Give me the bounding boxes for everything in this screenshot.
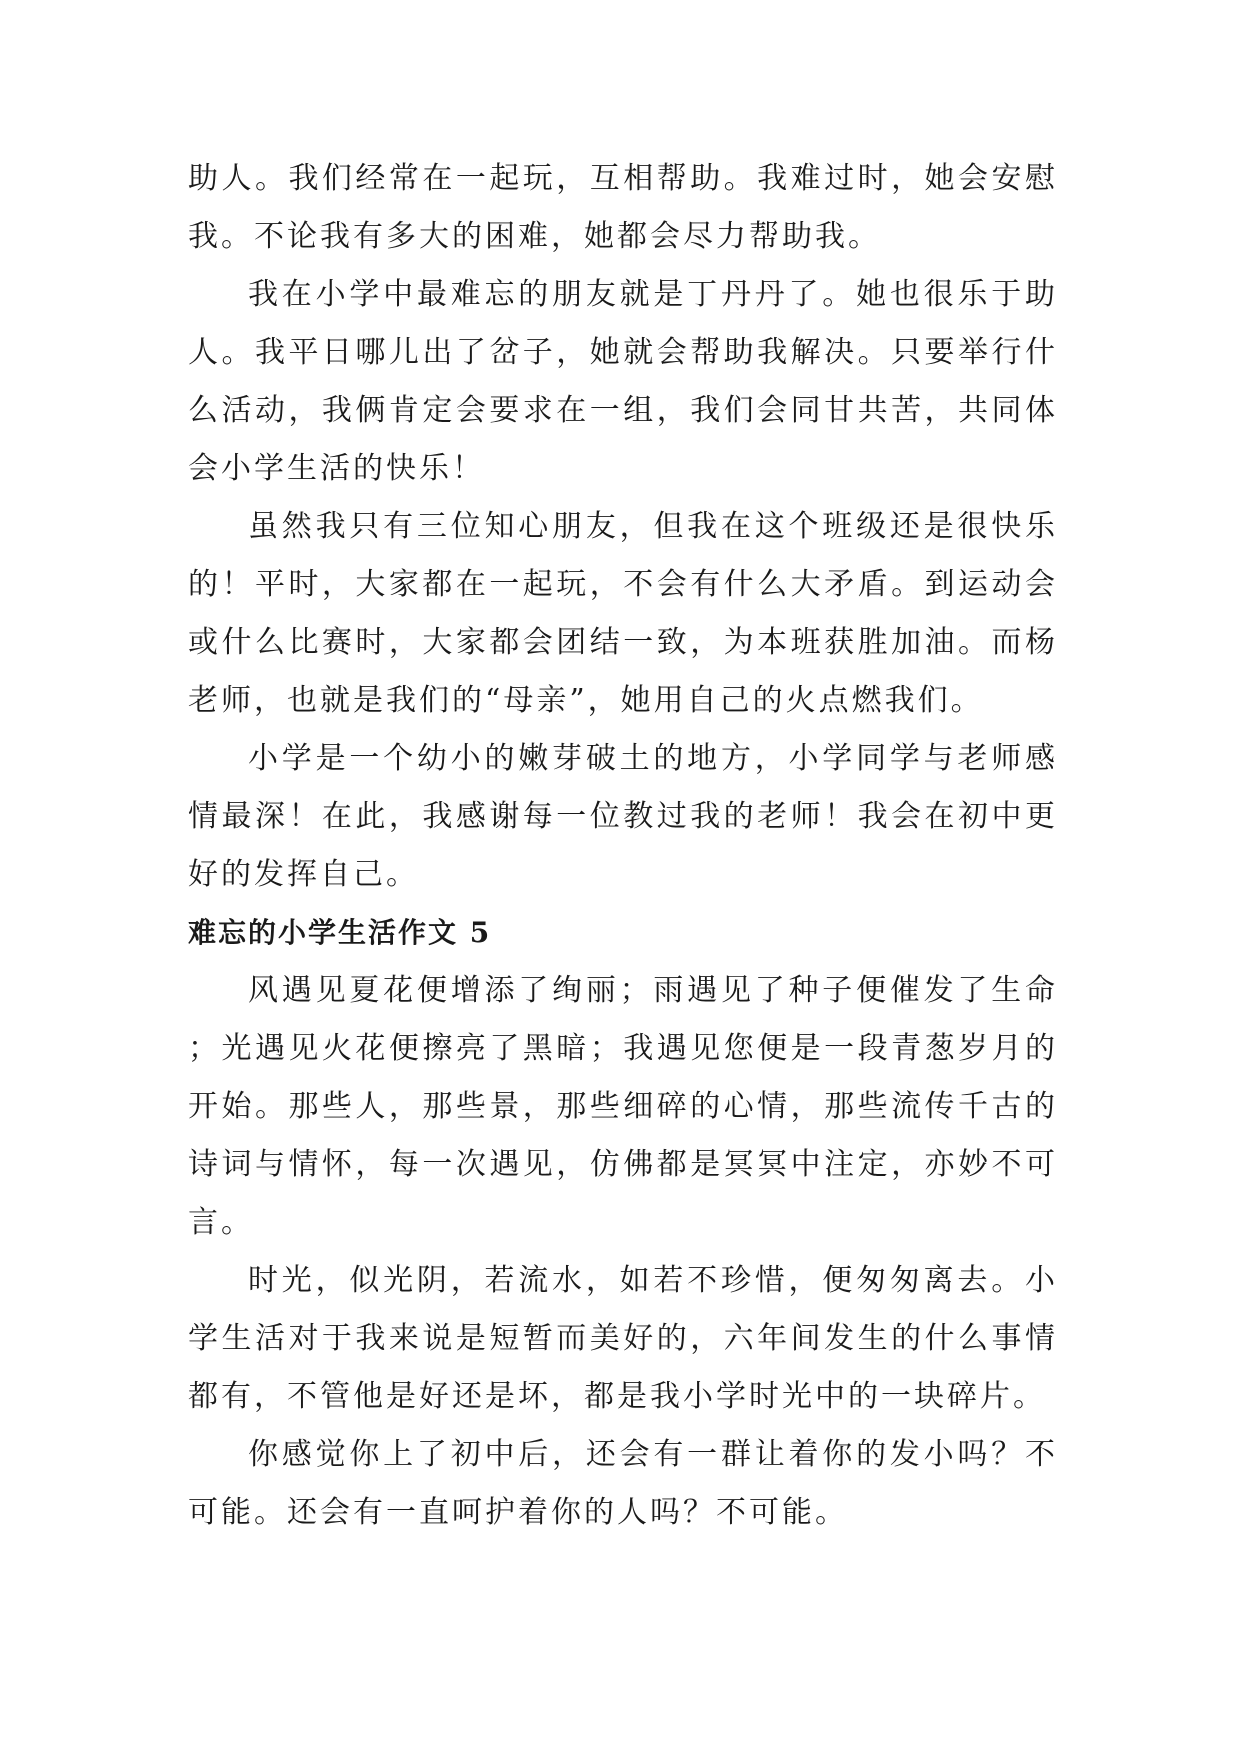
section-heading: 难忘的小学生活作文 5 — [188, 916, 492, 949]
paragraph: 小学是一个幼小的嫩芽破土的地方，小学同学与老师感情最深！在此，我感谢每一位教过我的老师！我会在初中更好的发挥自己。 — [188, 741, 1058, 892]
paragraph-continued: 助人。我们经常在一起玩，互相帮助。我难过时，她会安慰我。不论我有多大的困难，她都会尽力帮助我。 — [188, 161, 1058, 254]
paragraph: 风遇见夏花便增添了绚丽；雨遇见了种子便催发了生命 ；光遇见火花便擦亮了黑暗；我遇见您便是一段青葱岁月的开始。那些人，那些景，那些细碎的心情，那些流传千古的诗词与情怀，每一次遇见，仿佛都是冥冥中注定，亦妙不可言。 — [188, 973, 1058, 1240]
document-page — [188, 150, 1058, 1542]
paragraph: 我在小学中最难忘的朋友就是丁丹丹了。她也很乐于助人。我平日哪儿出了岔子，她就会帮助我解决。只要举行什么活动，我俩肯定会要求在一组，我们会同甘共苦，共同体会小学生活的快乐！ — [188, 277, 1058, 486]
paragraph: 你感觉你上了初中后，还会有一群让着你的发小吗？不可能。还会有一直呵护着你的人吗？不可能。 — [188, 1437, 1058, 1530]
paragraph: 虽然我只有三位知心朋友，但我在这个班级还是很快乐的！平时，大家都在一起玩，不会有什么大矛盾。到运动会或什么比赛时，大家都会团结一致，为本班获胜加油。而杨老师，也就是我们的“母亲”，她用自己的火点燃我们。 — [188, 509, 1058, 718]
paragraph: 时光，似光阴，若流水，如若不珍惜，便匆匆离去。小学生活对于我来说是短暂而美好的，六年间发生的什么事情都有，不管他是好还是坏，都是我小学时光中的一块碎片。 — [188, 1263, 1058, 1414]
